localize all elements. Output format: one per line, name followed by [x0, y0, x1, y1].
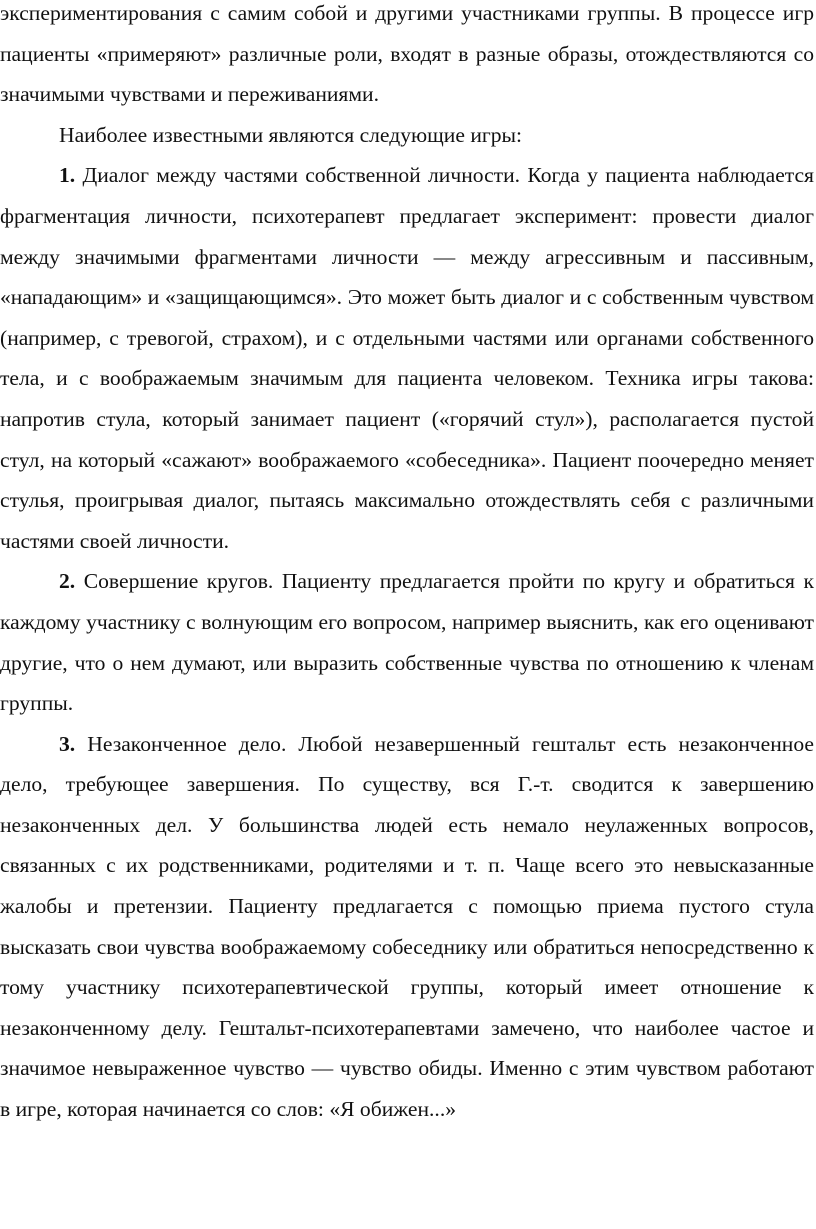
paragraph-games-heading — [0, 115, 814, 156]
paragraph-game-3 — [0, 724, 814, 1130]
paragraph-text: экспериментирования с самим собой и другими участниками группы. В процессе игр пациенты «примеряют» различные роли, входят в разные образы, отождествляются со значимыми чувствами и переживаниями. — [0, 1, 814, 107]
item-number: 1. — [59, 163, 76, 188]
item-number: 3. — [59, 731, 76, 756]
paragraph-text: Незаконченное дело. Любой незавершенный гештальт есть незаконченное дело, требующее завершения. По существу, вся Г.-т. сводится к завершению незаконченных дел. У большинства людей есть немало неулаженных вопросов, связанных с их родственниками, родителями и т. п. Чаще всего это невысказанные жалобы и претензии. Пациенту предлагается с помощью приема пустого стула высказать свои чувства воображаемому собеседнику или обратиться непосредственно к тому участнику психотерапевтической группы, который имеет отношение к незаконченному делу. Гештальт-психотерапевтами замечено, что наиболее частое и значимое невыраженное чувство — чувство обиды. Именно с этим чувством работают в игре, которая начинается со слов: «Я обижен...» — [0, 731, 814, 1122]
paragraph-game-2 — [0, 561, 814, 723]
paragraph-intro — [0, 0, 814, 115]
paragraph-text: Диалог между частями собственной личности. Когда у пациента наблюдается фрагментация личности, психотерапевт предлагает эксперимент: провести диалог между значимыми фрагментами личности — между агрессивным и пассивным, «нападающим» и «защищающимся». Это может быть диалог и с собственным чувством (например, с тревогой, страхом), и с отдельными частями или органами собственного тела, и с воображаемым значимым для пациента человеком. Техника игры такова: напротив стула, который занимает пациент («горячий стул»), располагается пустой стул, на который «сажают» воображаемого «собеседника». Пациент поочередно меняет стулья, проигрывая диалог, пытаясь максимально отождествлять себя с различными частями своей личности. — [0, 163, 814, 553]
paragraph-text: Наиболее известными являются следующие игры: — [59, 122, 523, 147]
paragraph-game-1 — [0, 155, 814, 561]
paragraph-text: Совершение кругов. Пациенту предлагается пройти по кругу и обратиться к каждому участнику с волнующим его вопросом, например выяснить, как его оценивают другие, что о нем думают, или выразить собственные чувства по отношению к членам группы. — [0, 569, 814, 716]
item-number: 2. — [59, 569, 76, 594]
